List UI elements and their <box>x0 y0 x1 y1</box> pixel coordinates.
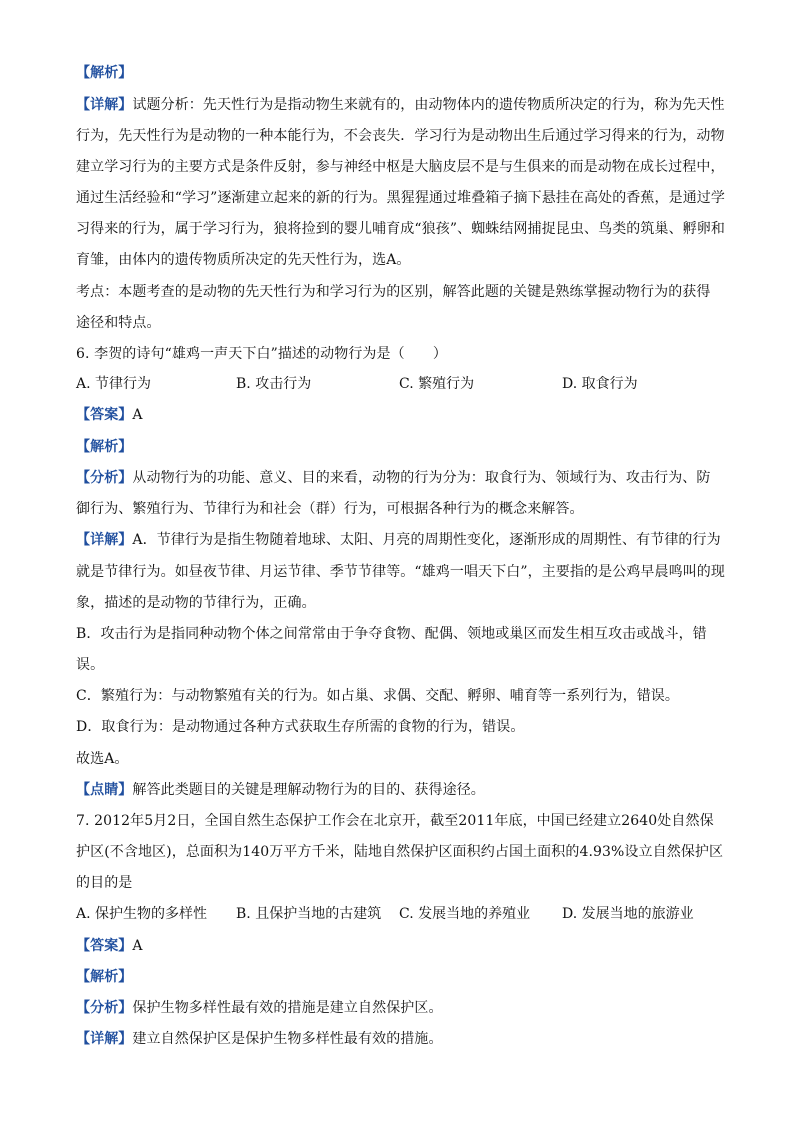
q6-detail-line-4: B．攻击行为是指同种动物个体之间常常由于争夺食物、配偶、领地或巢区而发生相互攻击或战斗，错 <box>76 626 707 642</box>
q5-kaodian-line-1: 考点：本题考查的是动物的先天性行为和学习行为的区别，解答此题的关键是熟练掌握动物行为的获得 <box>76 284 711 300</box>
q6-option-a: A. 节律行为 <box>76 376 152 392</box>
fenxi-tag: 【分析】 <box>76 1000 133 1016</box>
q7-analysis-heading <box>76 967 132 987</box>
q7-option-d: D. 发展当地的旅游业 <box>562 906 694 922</box>
detail-tag: 【详解】 <box>76 1031 133 1047</box>
q7-answer-line <box>76 936 143 956</box>
q6-detail-text-1: A．节律行为是指生物随着地球、太阳、月亮的周期性变化，逐渐形成的周期性、有节律的行为 <box>132 532 721 548</box>
q5-detail-line-3: 建立学习行为的主要方式是条件反射，参与神经中枢是大脑皮层不是与生俱来的而是动物在成长过程中， <box>76 159 725 175</box>
q6-detail-line-2: 就是节律行为。如昼夜节律、月运节律、季节节律等。“雄鸡一唱天下白”，主要指的是公鸡早晨鸣叫的现 <box>76 564 726 580</box>
q6-fenxi-line-2: 御行为、繁殖行为、节律行为和社会（群）行为，可根据各种行为的概念来解答。 <box>76 501 584 517</box>
q5-kaodian-line-2: 途径和特点。 <box>76 315 161 331</box>
q6-dianjing-line <box>76 780 485 800</box>
q6-detail-line-8: 故选A。 <box>76 751 129 767</box>
q5-detail-line-2: 行为，先天性行为是动物的一种本能行为，不会丧失．学习行为是动物出生后通过学习得来的行为，动物 <box>76 128 725 144</box>
detail-tag: 【详解】 <box>76 97 133 113</box>
q6-option-b: B. 攻击行为 <box>236 376 312 392</box>
q6-fenxi-line-1 <box>76 468 711 488</box>
q6-question: 6. 李贺的诗句“雄鸡一声天下白”描述的动物行为是（ ） <box>76 346 448 362</box>
q5-detail-line-1 <box>76 95 725 115</box>
q6-detail-line-3: 象，描述的是动物的节律行为，正确。 <box>76 595 316 611</box>
fenxi-tag: 【分析】 <box>76 470 133 486</box>
q6-detail-line-6: C．繁殖行为：与动物繁殖有关的行为。如占巢、求偶、交配、孵卵、哺育等一系列行为，错误。 <box>76 688 680 704</box>
q7-detail-line <box>76 1029 443 1049</box>
q7-fenxi-text: 保护生物多样性最有效的措施是建立自然保护区。 <box>132 1000 443 1016</box>
analysis-tag: 【解析】 <box>76 65 133 81</box>
analysis-tag: 【解析】 <box>76 969 133 985</box>
q6-fenxi-text-1: 从动物行为的功能、意义、目的来看，动物的行为分为：取食行为、领域行为、攻击行为、防 <box>132 470 711 486</box>
q7-answer-value: A <box>132 938 143 954</box>
q6-detail-line-1 <box>76 530 721 550</box>
q5-detail-line-5: 习得来的行为，属于学习行为，狼将捡到的婴儿哺育成“狼孩”、蜘蛛结网捕捉昆虫、鸟类的筑巢、孵卵和 <box>76 221 726 237</box>
q6-answer-line <box>76 405 143 425</box>
q6-options <box>76 374 716 394</box>
q7-options <box>76 904 716 924</box>
q7-question-line-2: 护区(不含地区)，总面积为140万平方千米，陆地自然保护区面积约占国土面积的4.93%设立自然保护区 <box>76 844 724 860</box>
q6-option-d: D. 取食行为 <box>562 376 638 392</box>
q7-option-a: A. 保护生物的多样性 <box>76 906 208 922</box>
q7-question-line-1: 7. 2012年5月2日，全国自然生态保护工作会在北京开，截至2011年底，中国已经建立2640处自然保 <box>76 813 714 829</box>
q7-option-c: C. 发展当地的养殖业 <box>399 906 531 922</box>
q5-detail-line-4: 通过生活经验和“学习”逐渐建立起来的新的行为。黑猩猩通过堆叠箱子摘下悬挂在高处的香蕉，是通过学 <box>76 190 726 206</box>
analysis-tag: 【解析】 <box>76 439 133 455</box>
answer-tag: 【答案】 <box>76 407 133 423</box>
q6-detail-line-5: 误。 <box>76 657 105 673</box>
q6-detail-line-7: D．取食行为：是动物通过各种方式获取生存所需的食物的行为，错误。 <box>76 719 525 735</box>
q5-analysis-heading <box>76 63 132 83</box>
detail-tag: 【详解】 <box>76 532 133 548</box>
q5-detail-line-6: 育雏，由体内的遗传物质所决定的先天性行为，选A。 <box>76 252 411 268</box>
q7-detail-text: 建立自然保护区是保护生物多样性最有效的措施。 <box>132 1031 443 1047</box>
q6-answer-value: A <box>132 407 143 423</box>
answer-tag: 【答案】 <box>76 938 133 954</box>
q6-dianjing-text: 解答此类题目的关键是理解动物行为的目的、获得途径。 <box>132 782 485 798</box>
q7-fenxi-line <box>76 998 443 1018</box>
q7-question-line-3: 的目的是 <box>76 875 133 891</box>
q7-option-b: B. 且保护当地的古建筑 <box>236 906 382 922</box>
q6-analysis-heading <box>76 437 132 457</box>
q5-detail-text-1: 试题分析：先天性行为是指动物生来就有的，由动物体内的遗传物质所决定的行为，称为先天性 <box>132 97 725 113</box>
dianjing-tag: 【点睛】 <box>76 782 133 798</box>
q6-option-c: C. 繁殖行为 <box>399 376 475 392</box>
